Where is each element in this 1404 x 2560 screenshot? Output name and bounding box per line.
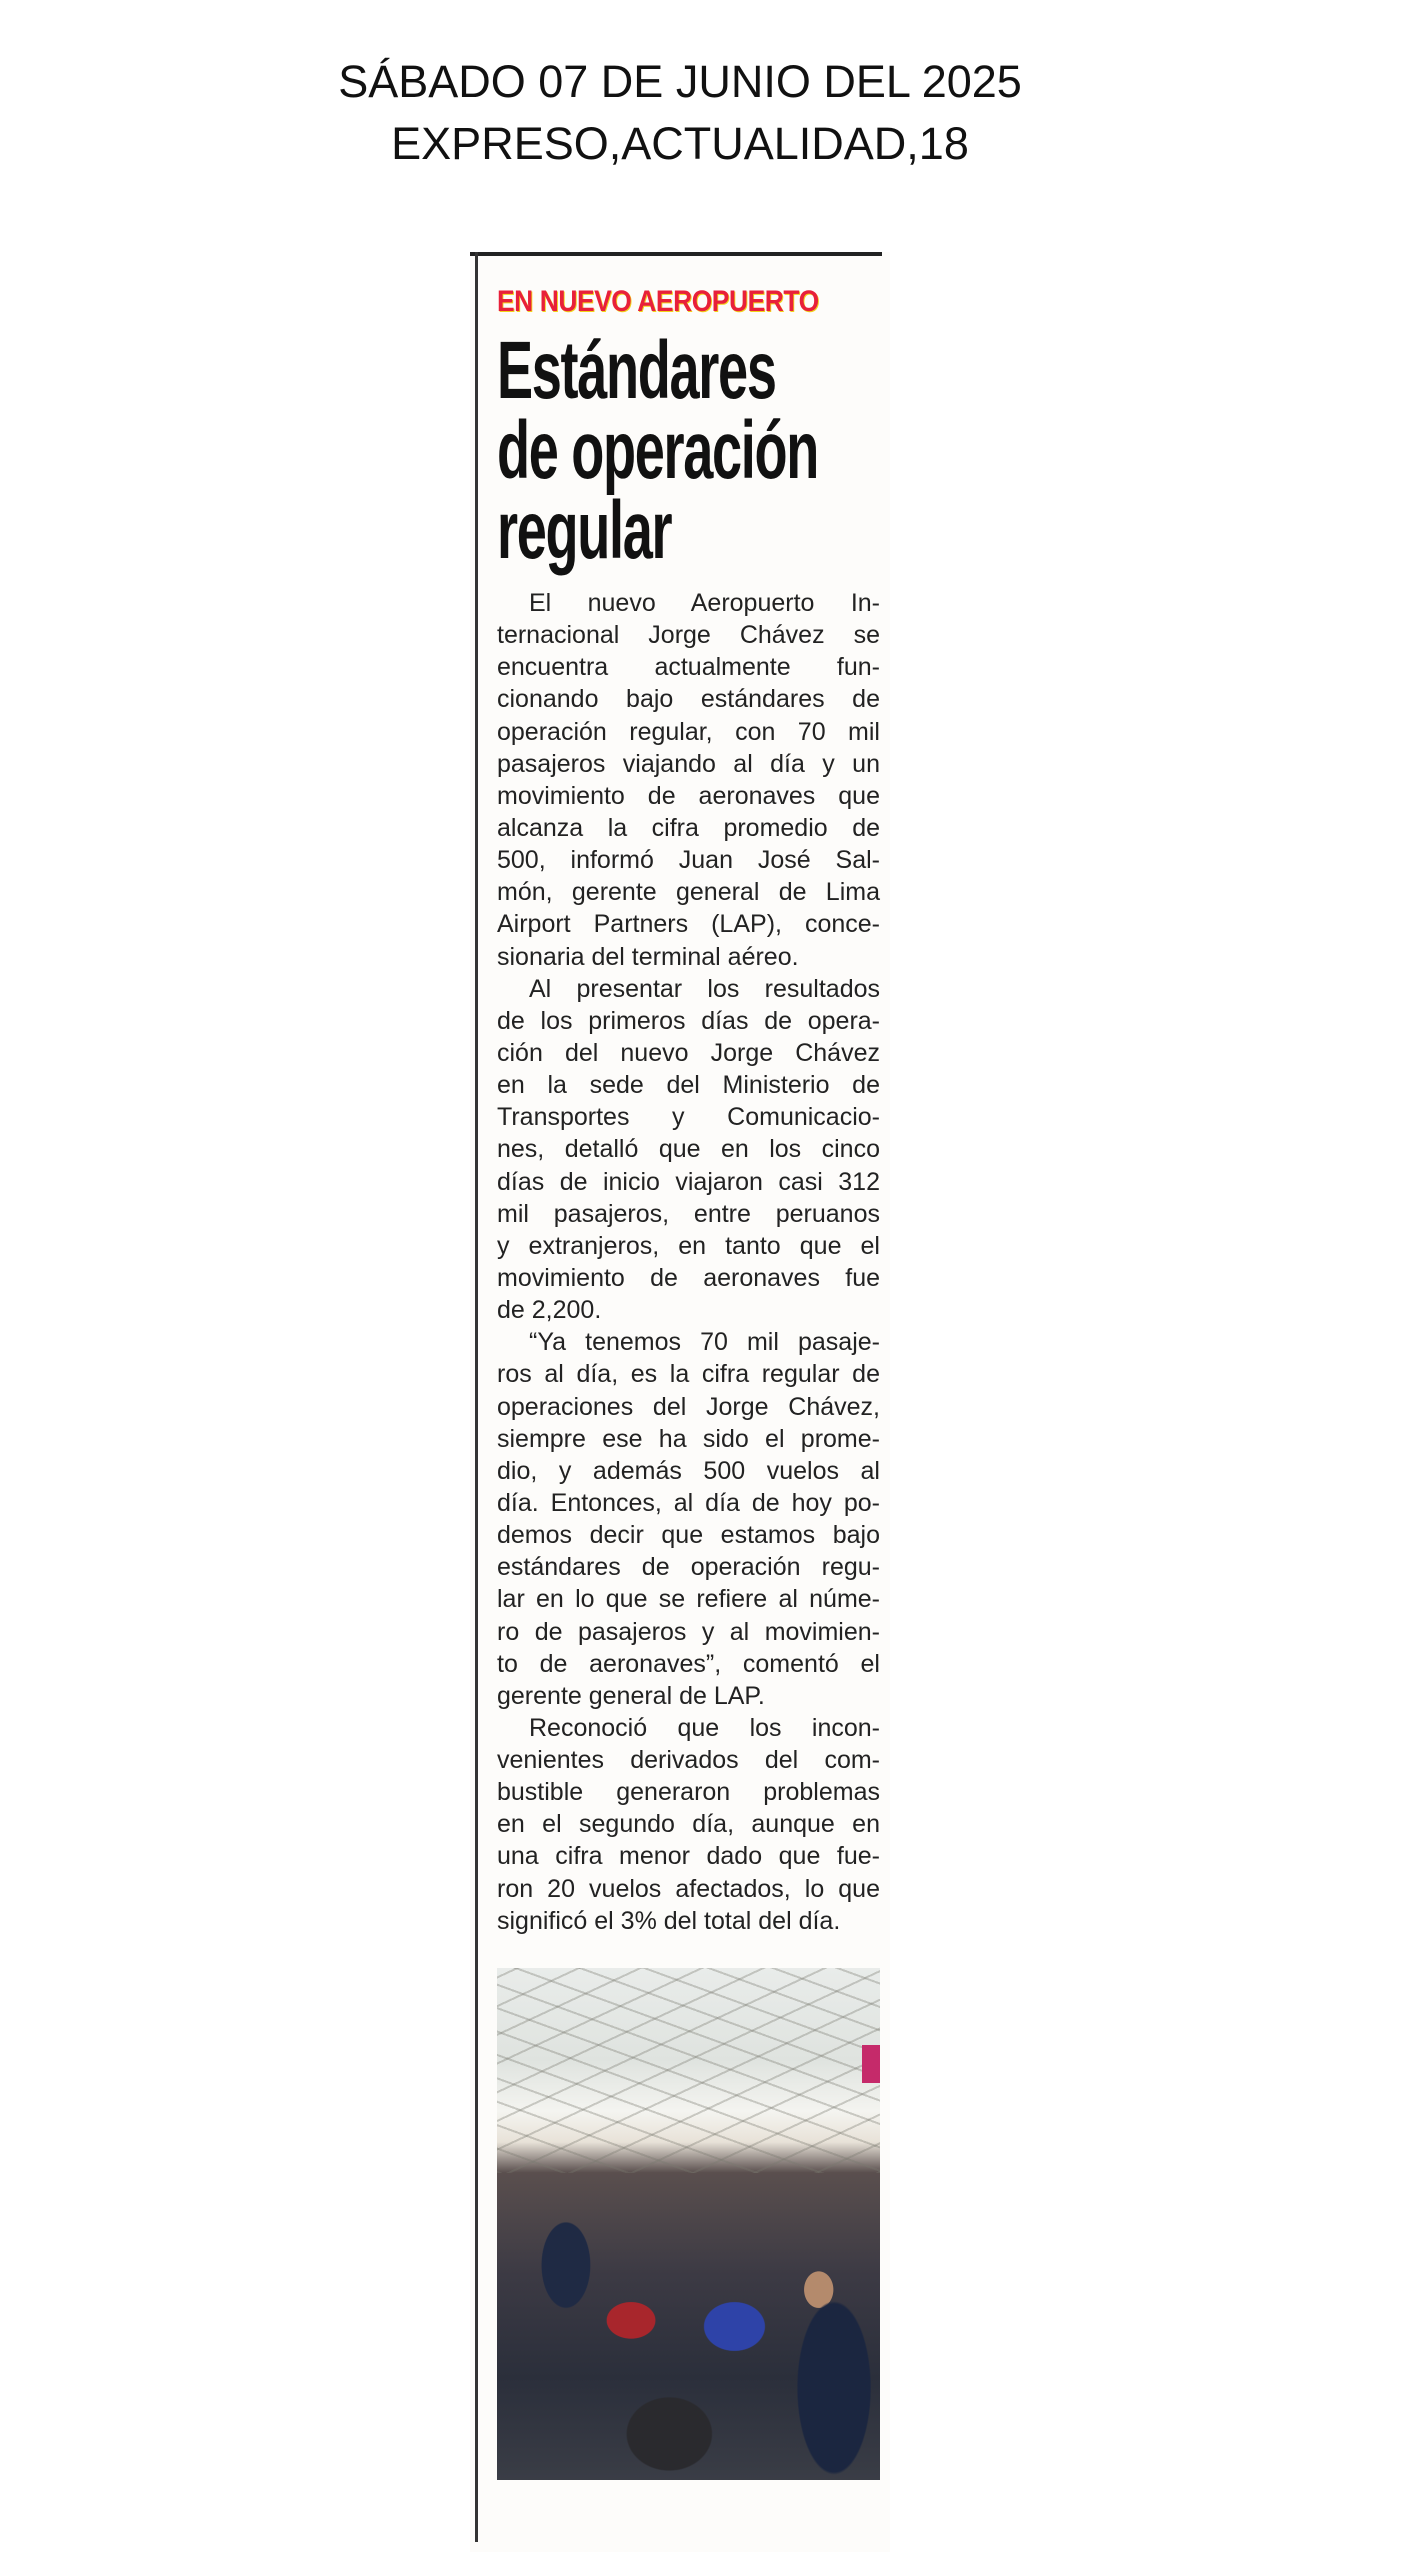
paragraph-line: El nuevo Aeropuerto In- [529, 589, 880, 617]
paragraph-line: ternacional Jorge Chávez se [497, 621, 880, 650]
paragraph-line: alcanza la cifra promedio de [497, 813, 880, 842]
headline-line: Estándares [497, 325, 776, 416]
paragraph-line: ros al día, es la cifra regular de [497, 1360, 880, 1389]
paragraph-line: Reconoció que los incon- [529, 1713, 880, 1742]
paragraph-line: bustible generaron problemas [497, 1778, 880, 1807]
top-rule-divider [470, 252, 882, 256]
paragraph-line: día. Entonces, al día de hoy po- [497, 1488, 880, 1517]
paragraph-line: to de aeronaves”, comentó el [497, 1649, 880, 1678]
paragraph-line: ron 20 vuelos afectados, lo que [497, 1874, 880, 1903]
paragraph-line: món, gerente general de Lima [497, 878, 880, 907]
paragraph-line: 500, informó Juan José Sal- [497, 846, 880, 875]
passenger-crowd [497, 2173, 880, 2480]
paragraph-line: demos decir que estamos bajo [497, 1521, 880, 1550]
paragraph-line: cionando bajo estándares de [497, 685, 880, 714]
headline-line: regular [497, 485, 672, 576]
article-kicker: EN NUEVO AEROPUERTO [497, 285, 819, 318]
paragraph-line: de 2,200. [497, 1296, 602, 1325]
paragraph-line: venientes derivados del com- [497, 1746, 880, 1775]
terminal-sign [862, 2045, 880, 2083]
paragraph-line: Transportes y Comunicacio- [497, 1103, 880, 1132]
paragraph-line: significó el 3% del total del día. [497, 1906, 841, 1935]
paragraph-line: dio, y además 500 vuelos al [497, 1456, 880, 1485]
paragraph-line: y extranjeros, en tanto que el [497, 1231, 880, 1260]
paragraph-line: estándares de operación regu- [497, 1553, 880, 1582]
paragraph-line: operaciones del Jorge Chávez, [497, 1392, 880, 1421]
paragraph-line: Al presentar los resultados [529, 974, 880, 1003]
paragraph-line: sionaria del terminal aéreo. [497, 942, 799, 971]
paragraph-line: siempre ese ha sido el prome- [497, 1424, 880, 1453]
paragraph-line: operación regular, con 70 mil [497, 717, 880, 746]
publication-source: EXPRESO,ACTUALIDAD,18 [391, 118, 969, 169]
airport-crowd-photo [497, 1968, 880, 2480]
publication-date: SÁBADO 07 DE JUNIO DEL 2025 [338, 56, 1022, 107]
paragraph-line: en el segundo día, aunque en [497, 1810, 880, 1839]
paragraph-line: pasajeros viajando al día y un [497, 749, 880, 778]
paragraph-line: “Ya tenemos 70 mil pasaje- [529, 1328, 880, 1357]
paragraph-line: ción del nuevo Jorge Chávez [497, 1038, 880, 1067]
paragraph-line: una cifra menor dado que fue- [497, 1842, 880, 1871]
headline-line: de operación [497, 405, 818, 496]
left-rule-divider [475, 252, 478, 2542]
paragraph-line: de los primeros días de opera- [497, 1006, 880, 1035]
article-body [497, 587, 880, 1937]
paragraph-line: Airport Partners (LAP), conce- [497, 910, 880, 939]
paragraph-line: mil pasajeros, entre peruanos [497, 1199, 880, 1228]
paragraph-line: movimiento de aeronaves que [497, 781, 880, 810]
paragraph-line: ro de pasajeros y al movimien- [497, 1617, 880, 1646]
paragraph-line: movimiento de aeronaves fue [497, 1263, 880, 1292]
paragraph-line: días de inicio viajaron casi 312 [497, 1167, 880, 1196]
paragraph-line: en la sede del Ministerio de [497, 1071, 880, 1100]
paragraph-line: nes, detalló que en los cinco [497, 1135, 880, 1164]
paragraph-line: lar en lo que se refiere al núme- [497, 1585, 880, 1614]
terminal-roof-structure [497, 1968, 880, 2173]
paragraph-line: encuentra actualmente fun- [497, 653, 880, 682]
paragraph-line: gerente general de LAP. [497, 1681, 765, 1710]
